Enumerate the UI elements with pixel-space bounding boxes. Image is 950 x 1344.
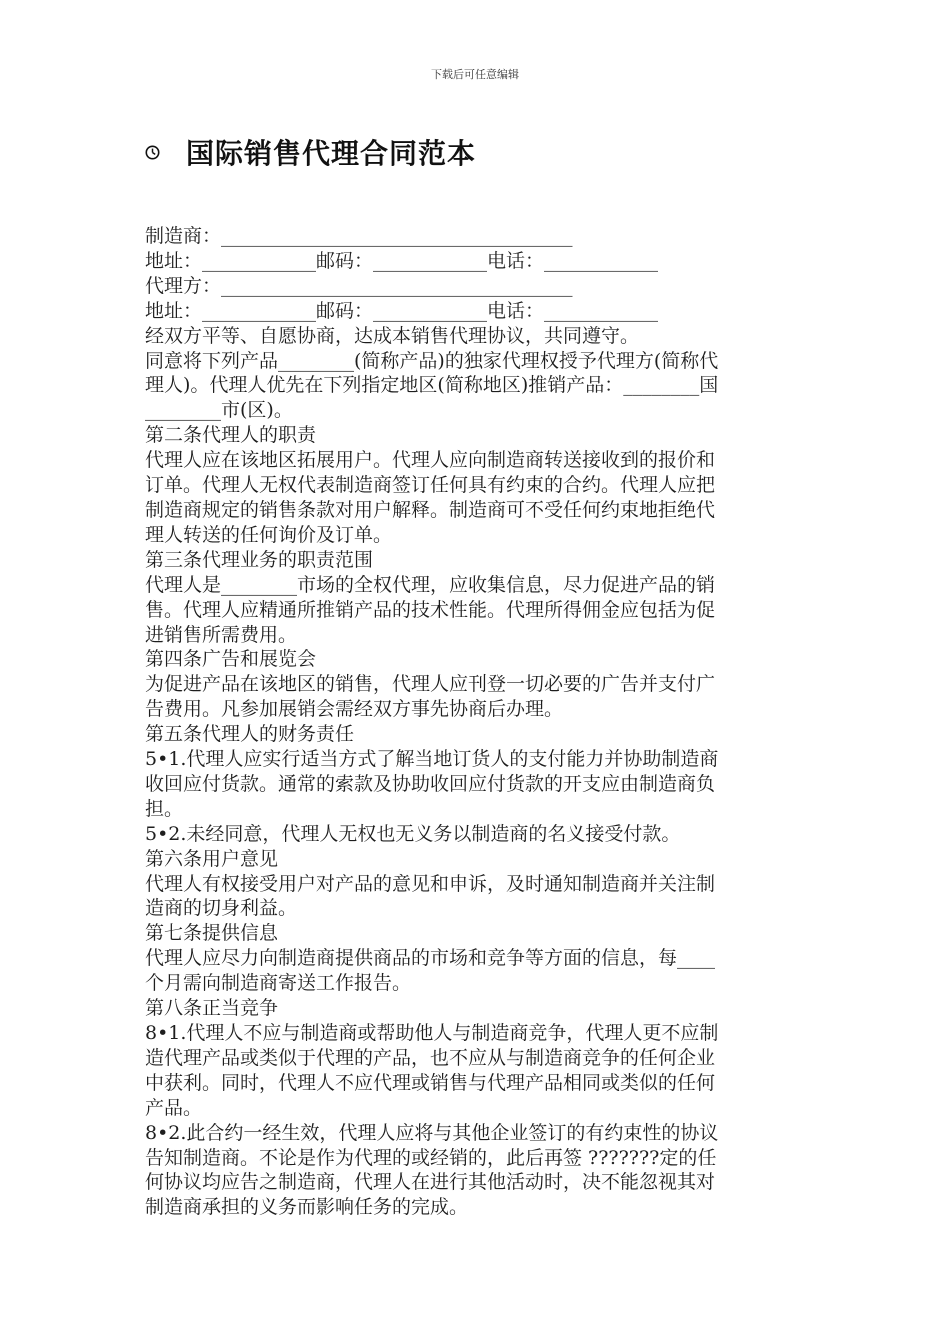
text-line: 5•2.未经同意，代理人无权也无义务以制造商的名义接受付款。 — [145, 822, 681, 845]
text-line: 8•2.此合约一经生效，代理人应将与其他企业签订的有约束性的协议 — [145, 1121, 719, 1144]
text-line: 代理人应在该地区拓展用户。代理人应向制造商转送接收到的报价和 — [145, 449, 716, 472]
text-line: 制造商：_____________________________________ — [145, 225, 573, 247]
text-line: 第六条用户意见 — [145, 847, 279, 870]
text-line: 地址：____________邮码：____________电话：____________ — [145, 299, 659, 322]
text-line: 收回应付货款。通常的索款及协助收回应付货款的开支应由制造商负 — [145, 772, 716, 795]
text-line: 造代理产品或类似于代理的产品，也不应从与制造商竞争的任何企业 — [145, 1046, 716, 1069]
text-line: 第五条代理人的财务责任 — [145, 723, 355, 746]
contract-body — [145, 224, 810, 1220]
text-line: 代理人有权接受用户对产品的意见和申诉，及时通知制造商并关注制 — [145, 872, 716, 895]
text-line: 代理人是________市场的全权代理，应收集信息，尽力促进产品的销 — [145, 573, 716, 596]
text-line: 告费用。凡参加展销会需经双方事先协商后办理。 — [145, 698, 564, 721]
text-line: 第二条代理人的职责 — [145, 424, 317, 447]
text-line: 代理人应尽力向制造商提供商品的市场和竞争等方面的信息，每____ — [145, 947, 716, 970]
text-line: 第八条正当竞争 — [145, 997, 279, 1020]
text-line: 理人转送的任何询价及订单。 — [145, 523, 393, 546]
text-line: 8•1.代理人不应与制造商或帮助他人与制造商竞争，代理人更不应制 — [145, 1022, 719, 1044]
text-line: 为促进产品在该地区的销售，代理人应刊登一切必要的广告并支付广 — [145, 673, 716, 696]
title-row — [145, 132, 476, 172]
text-line: 第七条提供信息 — [145, 922, 279, 945]
text-line: 制造商承担的义务而影响任务的完成。 — [145, 1196, 469, 1219]
text-line: 第四条广告和展览会 — [145, 648, 317, 671]
page-header-note: 下载后可任意编辑 — [431, 68, 519, 81]
text-line: 个月需向制造商寄送工作报告。 — [145, 972, 412, 995]
text-line: 地址：____________邮码：____________电话：____________ — [145, 249, 659, 272]
document-title: 国际销售代理合同范本 — [186, 137, 477, 170]
clock-icon — [145, 145, 160, 160]
text-line: 中获利。同时，代理人不应代理或销售与代理产品相同或类似的任何 — [145, 1071, 716, 1094]
text-line: 产品。 — [145, 1096, 203, 1119]
text-line: 售。代理人应精通所推销产品的技术性能。代理所得佣金应包括为促 — [145, 598, 716, 621]
text-line: 何协议均应告之制造商，代理人在进行其他活动时，决不能忽视其对 — [145, 1171, 716, 1194]
text-line: 同意将下列产品________(简称产品)的独家代理权授予代理方(简称代 — [145, 349, 719, 372]
text-line: 制造商规定的销售条款对用户解释。制造商可不受任何约束地拒绝代 — [145, 498, 716, 521]
text-line: 代理方：_____________________________________ — [145, 274, 573, 297]
text-line: 进销售所需费用。 — [145, 623, 298, 646]
text-line: 担。 — [145, 797, 184, 820]
text-line: 订单。代理人无权代表制造商签订任何具有约束的合约。代理人应把 — [145, 474, 716, 497]
text-line: 第三条代理业务的职责范围 — [145, 548, 374, 571]
text-line: 告知制造商。不论是作为代理的或经销的，此后再签 ???????定的任 — [145, 1146, 717, 1169]
text-line: 造商的切身利益。 — [145, 897, 298, 920]
text-line: ________市(区)。 — [145, 399, 293, 422]
text-line: 经双方平等、自愿协商，达成本销售代理协议，共同遵守。 — [145, 324, 640, 347]
text-line: 5•1.代理人应实行适当方式了解当地订货人的支付能力并协助制造商 — [145, 748, 719, 771]
text-line: 理人)。代理人优先在下列指定地区(简称地区)推销产品：________国 — [145, 374, 719, 397]
